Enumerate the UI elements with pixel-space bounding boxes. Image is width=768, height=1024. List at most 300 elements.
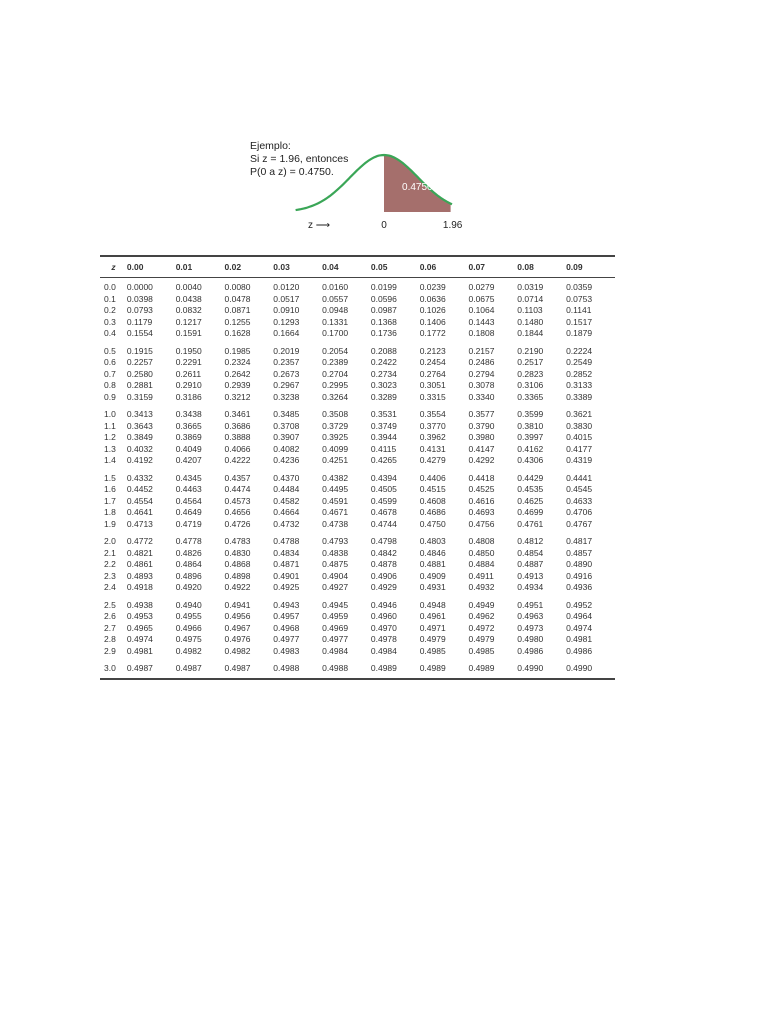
table-cell: 0.0596: [370, 293, 397, 304]
column-header: 0.05: [371, 256, 420, 278]
table-cell: 0.4265: [370, 455, 397, 465]
table-cell: 0.4884: [468, 559, 495, 569]
row-z-value: 2.3: [104, 570, 116, 581]
table-cell: 0.1443: [468, 316, 495, 327]
table-cell: 0.4738: [322, 518, 349, 529]
table-cell: 0.4904: [322, 570, 349, 581]
row-z-value: 2.7: [104, 622, 116, 633]
table-cell: 0.0832: [175, 305, 202, 315]
table-cell: 0.3708: [273, 420, 300, 431]
table-row: [100, 548, 615, 560]
table-cell: 0.1808: [468, 328, 495, 338]
row-z-value: 1.1: [104, 420, 116, 431]
table-cell: 0.0478: [224, 293, 251, 304]
table-cell: 0.4977: [322, 634, 349, 644]
table-cell: 0.2881: [126, 380, 153, 390]
table-cell: 0.0517: [273, 293, 300, 304]
table-cell: 0.2324: [224, 357, 251, 367]
table-row: [100, 559, 615, 571]
table-cell: 0.0438: [175, 293, 202, 304]
table-cell: 0.4826: [175, 547, 202, 558]
table-cell: 0.4236: [273, 455, 300, 465]
table-row: [100, 455, 615, 467]
table-cell: 0.4573: [224, 495, 251, 506]
table-cell: 0.1026: [419, 305, 446, 315]
table-cell: 0.4767: [566, 518, 593, 529]
row-z-value: 0.4: [104, 328, 116, 338]
table-row: [100, 328, 615, 340]
table-cell: 0.4875: [322, 559, 349, 569]
table-cell: 0.2088: [370, 345, 397, 356]
table-cell: 0.4713: [126, 518, 153, 529]
table-cell: 0.1480: [517, 316, 544, 327]
table-cell: 0.1141: [566, 305, 592, 315]
table-cell: 0.4989: [371, 663, 420, 679]
table-cell: 0.3289: [370, 391, 397, 402]
table-cell: 0.1331: [322, 316, 349, 327]
table-cell: 0.4945: [322, 599, 349, 610]
table-row: [100, 317, 615, 329]
table-cell: 0.2054: [322, 345, 349, 356]
table-cell: 0.3980: [468, 432, 495, 442]
table-cell: 0.4898: [224, 570, 251, 581]
table-row: [100, 536, 615, 548]
table-cell: 0.4641: [126, 507, 153, 517]
table-row: [100, 278, 615, 294]
table-cell: 0.4955: [175, 611, 202, 621]
table-cell: 0.4066: [224, 443, 251, 454]
table-cell: 0.4162: [517, 443, 544, 454]
table-cell: 0.0714: [517, 293, 544, 304]
table-cell: 0.4946: [370, 599, 397, 610]
table-cell: 0.4463: [175, 484, 202, 494]
column-header: 0.08: [517, 256, 566, 278]
table-cell: 0.0871: [224, 305, 251, 315]
table-cell: 0.4973: [517, 622, 544, 633]
table-row: [100, 496, 615, 508]
table-cell: 0.4981: [566, 634, 593, 644]
column-header: 0.02: [225, 256, 274, 278]
column-header: 0.00: [127, 256, 176, 278]
table-cell: 0.0636: [419, 293, 446, 304]
table-cell: 0.1736: [370, 328, 397, 338]
table-cell: 0.4989: [468, 663, 517, 679]
table-cell: 0.4608: [419, 495, 446, 506]
table-cell: 0.3212: [224, 391, 251, 402]
table-cell: 0.4783: [224, 536, 251, 546]
table-cell: 0.4970: [370, 622, 397, 633]
table-cell: 0.0675: [468, 293, 495, 304]
table-cell: 0.1950: [175, 345, 202, 356]
table-cell: 0.3051: [419, 380, 446, 390]
table-cell: 0.4515: [419, 484, 446, 494]
table-cell: 0.1255: [224, 316, 251, 327]
row-z-value: 0.3: [104, 316, 116, 327]
table-cell: 0.4177: [566, 443, 593, 454]
table-cell: 0.4099: [322, 443, 349, 454]
table-cell: 0.1628: [224, 328, 251, 338]
table-row: [100, 432, 615, 444]
table-cell: 0.4984: [322, 645, 349, 656]
table-row: [100, 421, 615, 433]
table-cell: 0.4878: [370, 559, 397, 569]
table-cell: 0.2549: [566, 357, 593, 367]
table-cell: 0.4977: [273, 634, 300, 644]
table-row: [100, 294, 615, 306]
table-cell: 0.4953: [126, 611, 153, 621]
table-cell: 0.4582: [273, 495, 300, 506]
example-result: P(0 a z) = 0.4750.: [250, 166, 334, 178]
table-cell: 0.3729: [322, 420, 349, 431]
table-cell: 0.4082: [273, 443, 300, 454]
table-cell: 0.4987: [127, 663, 176, 679]
table-cell: 0.4975: [175, 634, 202, 644]
table-cell: 0.3665: [175, 420, 202, 431]
table-cell: 0.4931: [419, 582, 446, 592]
table-cell: 0.4949: [468, 599, 495, 610]
table-cell: 0.1103: [517, 305, 543, 315]
table-cell: 0.0120: [273, 282, 300, 292]
table-cell: 0.4925: [273, 582, 300, 592]
table-cell: 0.3413: [126, 409, 153, 419]
row-z-value: 1.0: [104, 409, 116, 419]
table-cell: 0.3133: [566, 380, 593, 390]
table-cell: 0.4957: [273, 611, 300, 621]
table-cell: 0.2517: [517, 357, 544, 367]
table-cell: 0.4686: [419, 507, 446, 517]
column-header-z: z: [100, 256, 127, 278]
row-z-value: 1.6: [104, 484, 116, 494]
row-z-value: 2.9: [104, 645, 116, 656]
table-cell: 0.4934: [517, 582, 544, 592]
table-cell: 0.2257: [126, 357, 153, 367]
table-cell: 0.3944: [370, 432, 397, 442]
table-cell: 0.4969: [322, 622, 349, 633]
table-cell: 0.4896: [175, 570, 202, 581]
table-cell: 0.4115: [370, 443, 397, 454]
table-cell: 0.3907: [273, 432, 300, 442]
table-cell: 0.2764: [419, 368, 446, 379]
table-row: [100, 623, 615, 635]
table-cell: 0.4909: [419, 570, 446, 581]
table-cell: 0.4979: [419, 634, 446, 644]
table-cell: 0.2794: [468, 368, 495, 379]
table-cell: 0.3849: [126, 432, 153, 442]
table-cell: 0.4967: [224, 622, 251, 633]
table-cell: 0.3599: [517, 409, 544, 419]
table-cell: 0.3186: [175, 391, 202, 402]
table-cell: 0.3461: [224, 409, 251, 419]
row-z-value: 0.5: [104, 345, 116, 356]
table-cell: 0.4649: [175, 507, 202, 517]
table-row: [100, 380, 615, 392]
row-z-value: 1.2: [104, 432, 116, 442]
table-cell: 0.4971: [419, 622, 446, 633]
table-cell: 0.4726: [224, 518, 251, 529]
table-cell: 0.4394: [370, 472, 397, 483]
table-cell: 0.2852: [566, 368, 593, 379]
table-cell: 0.3078: [468, 380, 495, 390]
table-cell: 0.4545: [566, 484, 593, 494]
table-cell: 0.4936: [566, 582, 593, 592]
table-cell: 0.4929: [370, 582, 397, 592]
table-cell: 0.4846: [419, 547, 446, 558]
example-condition: Si z = 1.96, entonces: [250, 153, 349, 165]
table-cell: 0.0359: [566, 282, 593, 292]
table-cell: 0.4474: [224, 484, 251, 494]
table-cell: 0.4207: [175, 455, 202, 465]
table-cell: 0.3770: [419, 420, 446, 431]
row-z-value: 2.0: [104, 536, 116, 546]
row-z-value: 0.2: [104, 305, 116, 315]
table-cell: 0.4986: [566, 645, 593, 656]
table-cell: 0.1772: [419, 328, 446, 338]
row-z-value: 0.1: [104, 293, 116, 304]
table-cell: 0.3238: [273, 391, 300, 402]
table-row: [100, 473, 615, 485]
table-cell: 0.3810: [517, 420, 544, 431]
table-cell: 0.4817: [566, 536, 593, 546]
table-cell: 0.4927: [322, 582, 349, 592]
table-cell: 0.4599: [370, 495, 397, 506]
table-cell: 0.4960: [370, 611, 397, 621]
table-row: [100, 582, 615, 594]
table-cell: 0.1293: [273, 316, 300, 327]
table-row: [100, 571, 615, 583]
table-cell: 0.4803: [419, 536, 446, 546]
tick-z-label: 1.96: [442, 220, 463, 231]
table-cell: 0.4418: [468, 472, 495, 483]
table-cell: 0.1985: [224, 345, 251, 356]
row-z-value: 2.6: [104, 611, 116, 621]
table-cell: 0.0160: [322, 282, 349, 292]
table-cell: 0.4861: [126, 559, 153, 569]
table-cell: 0.1179: [126, 316, 153, 327]
table-cell: 0.1368: [370, 316, 397, 327]
table-row: [100, 600, 615, 612]
table-cell: 0.4893: [126, 570, 153, 581]
table-cell: 0.3159: [126, 391, 153, 402]
table-row: [100, 634, 615, 646]
table-cell: 0.4452: [126, 484, 153, 494]
table-cell: 0.4857: [566, 547, 593, 558]
table-cell: 0.0557: [322, 293, 349, 304]
table-cell: 0.2486: [468, 357, 495, 367]
table-cell: 0.4525: [468, 484, 495, 494]
table-cell: 0.4985: [419, 645, 446, 656]
row-z-value: 2.1: [104, 547, 116, 558]
table-cell: 0.4916: [566, 570, 593, 581]
table-row: [100, 507, 615, 519]
table-cell: 0.4871: [273, 559, 300, 569]
table-cell: 0.4901: [273, 570, 300, 581]
table-cell: 0.4940: [175, 599, 202, 610]
table-cell: 0.4922: [224, 582, 251, 592]
table-cell: 0.2995: [322, 380, 349, 390]
row-z-value: 2.8: [104, 634, 116, 644]
table-cell: 0.1844: [517, 328, 544, 338]
table-cell: 0.4345: [175, 472, 202, 483]
table-cell: 0.2704: [322, 368, 349, 379]
table-cell: 0.0199: [370, 282, 397, 292]
table-cell: 0.3830: [566, 420, 593, 431]
table-cell: 0.4962: [468, 611, 495, 621]
table-cell: 0.4015: [566, 432, 593, 442]
table-cell: 0.4854: [517, 547, 544, 558]
table-cell: 0.4979: [468, 634, 495, 644]
table-cell: 0.4834: [273, 547, 300, 558]
table-cell: 0.4842: [370, 547, 397, 558]
table-cell: 0.4965: [126, 622, 153, 633]
table-cell: 0.1664: [273, 328, 300, 338]
table-cell: 0.3997: [517, 432, 544, 442]
table-cell: 0.3485: [273, 409, 300, 419]
table-cell: 0.4984: [370, 645, 397, 656]
table-cell: 0.2734: [370, 368, 397, 379]
table-cell: 0.4222: [224, 455, 251, 465]
table-cell: 0.4732: [273, 518, 300, 529]
column-header: 0.01: [176, 256, 225, 278]
table-cell: 0.4406: [419, 472, 446, 483]
table-cell: 0.1700: [322, 328, 349, 338]
table-cell: 0.4761: [517, 518, 544, 529]
table-cell: 0.1217: [175, 316, 202, 327]
table-cell: 0.4981: [126, 645, 153, 656]
table-cell: 0.4966: [175, 622, 202, 633]
table-cell: 0.4484: [273, 484, 300, 494]
table-cell: 0.4989: [420, 663, 469, 679]
table-cell: 0.4719: [175, 518, 202, 529]
row-z-value: 2.5: [104, 599, 116, 610]
row-z-value: 1.4: [104, 455, 116, 465]
table-cell: 0.4985: [468, 645, 495, 656]
table-cell: 0.4591: [322, 495, 349, 506]
table-row: [100, 663, 615, 679]
table-cell: 0.4978: [370, 634, 397, 644]
table-cell: 0.3790: [468, 420, 495, 431]
table-cell: 0.1406: [419, 316, 446, 327]
table-cell: 0.4932: [468, 582, 495, 592]
table-cell: 0.2580: [126, 368, 153, 379]
table-cell: 0.4972: [468, 622, 495, 633]
table-cell: 0.0948: [322, 305, 349, 315]
table-cell: 0.1554: [126, 328, 153, 338]
row-z-value: 1.7: [104, 495, 116, 506]
table-cell: 0.4332: [126, 472, 153, 483]
table-cell: 0.2910: [175, 380, 202, 390]
table-cell: 0.3888: [224, 432, 251, 442]
normal-curve-figure: [290, 148, 470, 238]
table-cell: 0.3023: [370, 380, 397, 390]
table-cell: 0.4850: [468, 547, 495, 558]
table-cell: 0.0279: [468, 282, 495, 292]
table-cell: 0.4192: [126, 455, 153, 465]
table-cell: 0.2190: [517, 345, 544, 356]
table-cell: 0.4974: [566, 622, 593, 633]
table-row: [100, 305, 615, 317]
table-cell: 0.4441: [566, 472, 593, 483]
table-cell: 0.3438: [175, 409, 202, 419]
table-cell: 0.2157: [468, 345, 495, 356]
table-cell: 0.0793: [126, 305, 153, 315]
table-cell: 0.4982: [224, 645, 251, 656]
table-cell: 0.4756: [468, 518, 495, 529]
table-cell: 0.4959: [322, 611, 349, 621]
table-cell: 0.4956: [224, 611, 251, 621]
table-cell: 0.3686: [224, 420, 251, 431]
z-axis-label: z ⟶: [308, 220, 331, 231]
table-cell: 0.3643: [126, 420, 153, 431]
table-row: [100, 409, 615, 421]
example-heading: Ejemplo:: [250, 140, 291, 152]
table-cell: 0.4699: [517, 507, 544, 517]
table-cell: 0.4982: [175, 645, 202, 656]
table-cell: 0.2967: [273, 380, 300, 390]
table-cell: 0.4625: [517, 495, 544, 506]
table-cell: 0.2389: [322, 357, 349, 367]
table-row: [100, 519, 615, 531]
table-cell: 0.4535: [517, 484, 544, 494]
row-z-value: 0.6: [104, 357, 116, 367]
table-cell: 0.4251: [322, 455, 349, 465]
table-cell: 0.4887: [517, 559, 544, 569]
table-cell: 0.4357: [224, 472, 251, 483]
table-cell: 0.0987: [370, 305, 397, 315]
table-cell: 0.4429: [517, 472, 544, 483]
table-cell: 0.0000: [126, 282, 153, 292]
table-cell: 0.4778: [175, 536, 202, 546]
table-cell: 0.4890: [566, 559, 593, 569]
table-cell: 0.4821: [126, 547, 153, 558]
table-row: [100, 611, 615, 623]
table-cell: 0.4976: [224, 634, 251, 644]
table-cell: 0.4968: [273, 622, 300, 633]
table-cell: 0.0040: [175, 282, 202, 292]
table-cell: 0.4911: [468, 570, 494, 581]
table-cell: 0.4980: [517, 634, 544, 644]
table-cell: 0.2939: [224, 380, 251, 390]
table-header-row: [100, 256, 615, 278]
table-cell: 0.3389: [566, 391, 593, 402]
row-z-value: 0.9: [104, 391, 116, 402]
z-table-container: [100, 255, 615, 680]
row-z-value: 1.8: [104, 507, 116, 517]
table-cell: 0.4881: [419, 559, 446, 569]
table-cell: 0.4920: [175, 582, 202, 592]
table-cell: 0.4961: [419, 611, 446, 621]
tick-zero-label: 0: [381, 220, 387, 231]
table-cell: 0.2611: [175, 368, 202, 379]
table-cell: 0.0398: [126, 293, 153, 304]
table-cell: 0.4279: [419, 455, 446, 465]
table-cell: 0.4906: [370, 570, 397, 581]
table-cell: 0.4798: [370, 536, 397, 546]
area-label: 0.4750: [402, 182, 433, 193]
table-cell: 0.4664: [273, 507, 300, 517]
table-cell: 0.2673: [273, 368, 300, 379]
table-cell: 0.4744: [370, 518, 397, 529]
normal-curve-svg: [290, 148, 470, 238]
table-cell: 0.0319: [517, 282, 544, 292]
column-header: 0.06: [420, 256, 469, 278]
table-cell: 0.2823: [517, 368, 544, 379]
table-cell: 0.0080: [224, 282, 251, 292]
table-cell: 0.3508: [322, 409, 349, 419]
table-cell: 0.3962: [419, 432, 446, 442]
table-cell: 0.4495: [322, 484, 349, 494]
table-cell: 0.4505: [370, 484, 397, 494]
table-cell: 0.3264: [322, 391, 349, 402]
